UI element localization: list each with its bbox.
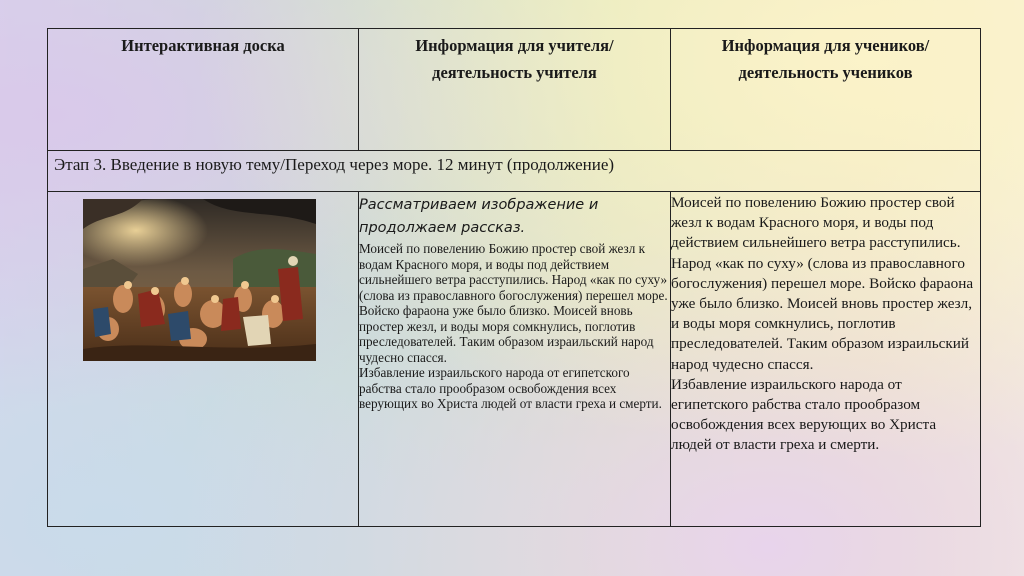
- teacher-lead: Рассматриваем изображение и продолжаем рассказ.: [359, 197, 599, 236]
- students-paragraph: Избавление израильского народа от египетского рабства стало прообразом освобождения всех верующих во Христа людей от власти греха и смерти.: [671, 375, 937, 454]
- stage-cell: [48, 151, 981, 192]
- board-cell: [48, 192, 359, 527]
- crossing-red-sea-painting: [83, 199, 316, 361]
- header-board: Интерактивная доска: [121, 36, 285, 55]
- header-students: Информация для учеников/ деятельность учеников: [721, 36, 930, 82]
- teacher-paragraph: Избавление израильского народа от египетского рабства стало прообразом освобождения всех верующих во Христа людей от власти греха и смерти.: [359, 365, 662, 411]
- content-row: [48, 192, 981, 527]
- painting-wrap: [48, 192, 358, 361]
- header-board-cell: [48, 29, 359, 151]
- header-students-cell: [671, 29, 981, 151]
- header-row: [48, 29, 981, 151]
- lesson-plan-table: [47, 28, 981, 527]
- teacher-text: [359, 241, 670, 412]
- stage-title: Этап 3. Введение в новую тему/Переход через море. 12 минут (продолжение): [54, 155, 615, 174]
- header-teacher: Информация для учителя/ деятельность учителя: [415, 36, 614, 82]
- students-text: [671, 193, 980, 456]
- students-cell: [671, 192, 981, 527]
- header-teacher-cell: [359, 29, 671, 151]
- students-paragraph: Моисей по повелению Божию простер свой жезл к водам Красного моря, и воды под действием сильнейшего ветра расступились. Народ «как по суху» (слова из православного богослужения) перешел море. Войско фараона уже было близко. Моисей вновь простер жезл, и воды моря сомкнулись, поглотив преследователей. Таким образом израильский народ чудесно спасся.: [671, 194, 974, 373]
- teacher-paragraph: Моисей по повелению Божию простер свой жезл к водам Красного моря, и воды под действием сильнейшего ветра расступились. Народ «как по суху» (слова из православного богослужения) перешел море. Войско фараона уже было близко. Моисей вновь простер жезл, и воды моря сомкнулись, поглотив преследователей. Таким образом израильский народ чудесно спасся.: [359, 241, 668, 365]
- teacher-cell: [359, 192, 671, 527]
- stage-row: [48, 151, 981, 192]
